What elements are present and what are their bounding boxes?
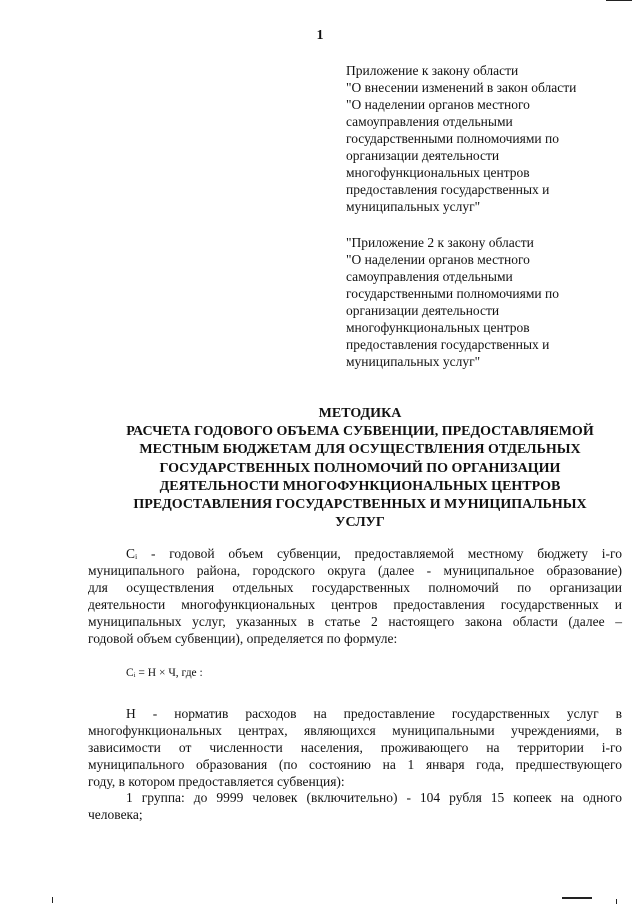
- document-title: [82, 405, 638, 532]
- body-paragraph-group-1: [88, 789, 622, 823]
- title-line: ДЕЯТЕЛЬНОСТИ МНОГОФУНКЦИОНАЛЬНЫХ ЦЕНТРОВ: [159, 478, 561, 494]
- appendix-line: государственными полномочиями по: [346, 286, 559, 301]
- appendix-line: организации деятельности: [346, 303, 500, 318]
- body-paragraph-subvention: [88, 545, 622, 647]
- formula: Cᵢ = Н × Ч, где :: [126, 667, 203, 679]
- scan-mark: [616, 899, 617, 904]
- paragraph-line: муниципального образования (по состоянию на 1 января года, предшествующего: [88, 757, 622, 772]
- paragraph-line: многофункциональных центрах, являющихся муниципальными учреждениями, в: [88, 723, 622, 738]
- paragraph-line: 1 группа: до 9999 человек (включительно) - 104 рубля 15 копеек на одного: [126, 790, 622, 805]
- appendix-line: муниципальных услуг": [346, 199, 481, 214]
- appendix-line: "О наделении органов местного: [346, 252, 530, 267]
- appendix-line: Приложение к закону области: [346, 63, 519, 78]
- title-line: МЕСТНЫМ БЮДЖЕТАМ ДЛЯ ОСУЩЕСТВЛЕНИЯ ОТДЕЛЬНЫХ: [139, 442, 581, 458]
- appendix-line: "О наделении органов местного: [346, 97, 530, 112]
- appendix-line: "О внесении изменений в закон области: [346, 80, 577, 95]
- appendix-line: организации деятельности: [346, 148, 500, 163]
- paragraph-line: годовой объем субвенции), определяется по формуле:: [88, 631, 398, 646]
- appendix-line: "Приложение 2 к закону области: [346, 235, 534, 250]
- paragraph-line: муниципального района, городского округа (далее - муниципальное образование): [88, 563, 622, 578]
- title-line: РАСЧЕТА ГОДОВОГО ОБЪЕМА СУБВЕНЦИИ, ПРЕДОСТАВЛЯЕМОЙ: [126, 424, 594, 440]
- appendix-line: самоуправления отдельными: [346, 114, 513, 129]
- paragraph-line: муниципальных услуг, указанных в статье 2 настоящего закона области (далее –: [88, 614, 622, 629]
- scan-mark: [562, 897, 592, 899]
- appendix-line: самоуправления отдельными: [346, 269, 513, 284]
- paragraph-line: зависимости от численности населения, проживающего на территории i-го: [88, 740, 622, 755]
- appendix-line: многофункциональных центров: [346, 320, 530, 335]
- scan-mark: [606, 0, 632, 1]
- title-line: МЕТОДИКА: [318, 406, 402, 421]
- appendix-line: государственными полномочиями по: [346, 131, 559, 146]
- title-line: УСЛУГ: [335, 515, 385, 531]
- appendix-line: предоставления государственных и: [346, 182, 550, 197]
- body-paragraph-norm: [88, 705, 622, 790]
- appendix-line: многофункциональных центров: [346, 165, 530, 180]
- paragraph-line: человека;: [88, 807, 143, 822]
- paragraph-line: Cᵢ - годовой объем субвенции, предоставляемой местному бюджету i-го: [126, 546, 622, 561]
- paragraph-line: для осуществления отдельных государственных полномочий по организации: [88, 580, 622, 595]
- appendix-header-2: [346, 234, 618, 370]
- paragraph-line: году, в котором предоставляется субвенция):: [88, 774, 345, 789]
- appendix-line: муниципальных услуг": [346, 354, 481, 369]
- title-line: ГОСУДАРСТВЕННЫХ ПОЛНОМОЧИЙ ПО ОРГАНИЗАЦИИ: [159, 460, 561, 476]
- appendix-header-amendment: [346, 62, 618, 215]
- appendix-line: предоставления государственных и: [346, 337, 550, 352]
- title-line: ПРЕДОСТАВЛЕНИЯ ГОСУДАРСТВЕННЫХ И МУНИЦИПАЛЬНЫХ: [133, 497, 587, 513]
- scan-mark: [52, 897, 53, 903]
- page-number: 1: [316, 28, 324, 43]
- paragraph-line: Н - норматив расходов на предоставление государственных услуг в: [126, 706, 622, 721]
- paragraph-line: деятельности многофункциональных центров предоставления государственных и: [88, 597, 622, 612]
